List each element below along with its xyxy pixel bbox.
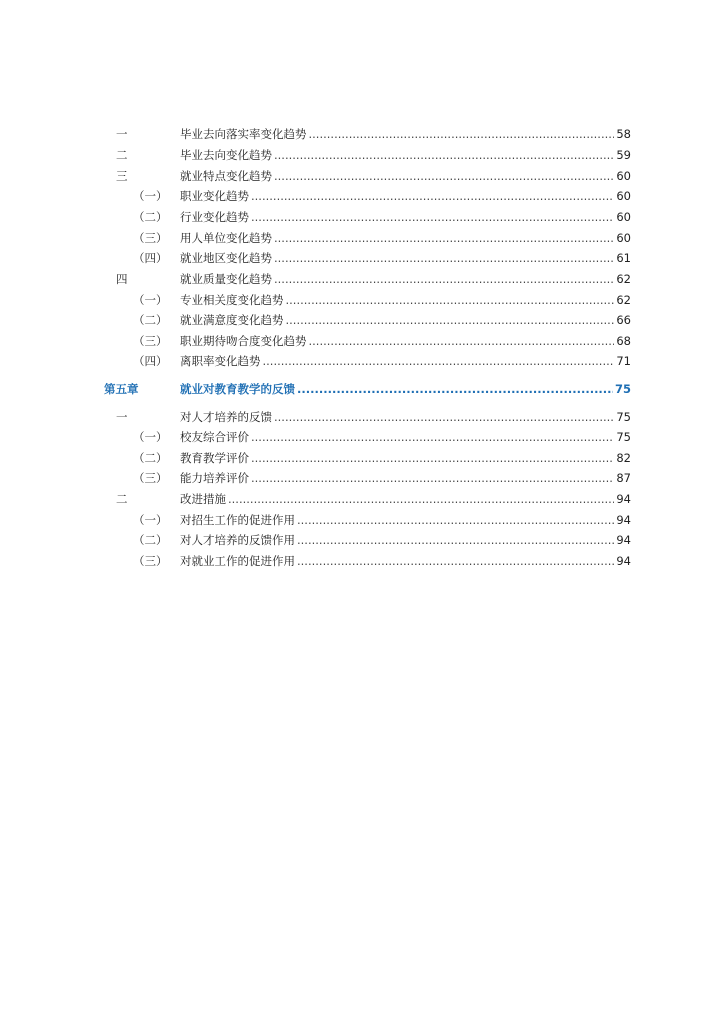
toc-entry-page: 60 <box>616 169 631 183</box>
toc-entry-title: 对人才培养的反馈 <box>180 410 272 424</box>
toc-entry-number: 四 <box>116 272 128 286</box>
dot-leader <box>286 290 615 310</box>
toc-entry-title: 职业期待吻合度变化趋势 <box>180 334 307 348</box>
toc-entry-page: 75 <box>616 430 631 444</box>
dot-leader <box>228 489 614 509</box>
toc-entry[interactable] <box>0 468 724 488</box>
toc-entry-number: 一 <box>116 127 128 141</box>
toc-entry-title: 教育教学评价 <box>180 451 249 465</box>
dot-leader <box>263 351 615 371</box>
toc-entry-title: 对就业工作的促进作用 <box>180 554 295 568</box>
dot-leader <box>251 468 614 488</box>
toc-chapter-title: 就业对教育教学的反馈 <box>180 382 295 396</box>
toc-entry-number: （四） <box>133 354 168 368</box>
toc-entry[interactable] <box>0 290 724 310</box>
dot-leader <box>251 186 614 206</box>
toc-entry[interactable] <box>0 207 724 227</box>
toc-entry-page: 60 <box>616 189 631 203</box>
toc-entry[interactable] <box>0 145 724 165</box>
toc-entry-title: 能力培养评价 <box>180 471 249 485</box>
toc-entry[interactable] <box>0 530 724 550</box>
toc-entry-number: 一 <box>116 410 128 424</box>
toc-entry-number: （一） <box>133 430 168 444</box>
toc-entry-page: 87 <box>616 471 631 485</box>
toc-entry[interactable] <box>0 351 724 371</box>
toc-entry-page: 58 <box>616 127 631 141</box>
dot-leader <box>274 228 614 248</box>
toc-entry[interactable] <box>0 124 724 144</box>
dot-leader <box>297 530 614 550</box>
dot-leader <box>297 379 613 399</box>
toc-entry[interactable] <box>0 186 724 206</box>
toc-entry[interactable] <box>0 331 724 351</box>
toc-chapter-number: 第五章 <box>104 382 139 396</box>
toc-entry[interactable] <box>0 448 724 468</box>
toc-entry-title: 改进措施 <box>180 492 226 506</box>
dot-leader <box>297 510 614 530</box>
toc-entry-page: 60 <box>616 210 631 224</box>
toc-entry-title: 就业质量变化趋势 <box>180 272 272 286</box>
toc-entry-number: （一） <box>133 189 168 203</box>
toc-entry-page: 94 <box>616 533 631 547</box>
toc-entry-number: 三 <box>116 169 128 183</box>
toc-entry-title: 校友综合评价 <box>180 430 249 444</box>
toc-entry-title: 对人才培养的反馈作用 <box>180 533 295 547</box>
toc-entry-page: 61 <box>616 251 631 265</box>
toc-entry-title: 离职率变化趋势 <box>180 354 261 368</box>
toc-entry-title: 用人单位变化趋势 <box>180 231 272 245</box>
toc-entry-number: （三） <box>133 334 168 348</box>
toc-entry[interactable] <box>0 228 724 248</box>
toc-entry[interactable] <box>0 310 724 330</box>
toc-entry[interactable] <box>0 551 724 571</box>
toc-entry-title: 专业相关度变化趋势 <box>180 293 284 307</box>
dot-leader <box>251 207 614 227</box>
toc-entry-page: 62 <box>616 293 631 307</box>
toc-entry[interactable] <box>0 510 724 530</box>
toc-entry-page: 71 <box>616 354 631 368</box>
dot-leader <box>309 331 615 351</box>
dot-leader <box>274 166 614 186</box>
dot-leader <box>274 145 614 165</box>
toc-entry-title: 就业特点变化趋势 <box>180 169 272 183</box>
toc-entry-title: 职业变化趋势 <box>180 189 249 203</box>
dot-leader <box>297 551 614 571</box>
toc-entry-title: 对招生工作的促进作用 <box>180 513 295 527</box>
toc-chapter-page: 75 <box>614 382 631 396</box>
dot-leader <box>251 427 614 447</box>
toc-entry-title: 毕业去向落实率变化趋势 <box>180 127 307 141</box>
toc-entry-number: （二） <box>133 210 168 224</box>
toc-entry-page: 94 <box>616 492 631 506</box>
toc-entry-number: （二） <box>133 313 168 327</box>
toc-entry-title: 毕业去向变化趋势 <box>180 148 272 162</box>
toc-entry[interactable] <box>0 407 724 427</box>
toc-entry-number: （二） <box>133 533 168 547</box>
toc-entry-page: 66 <box>616 313 631 327</box>
toc-entry-page: 68 <box>616 334 631 348</box>
toc-entry-page: 94 <box>616 513 631 527</box>
toc-entry[interactable] <box>0 489 724 509</box>
toc-entry-page: 62 <box>616 272 631 286</box>
toc-entry-number: （三） <box>133 231 168 245</box>
toc-entry-number: （二） <box>133 451 168 465</box>
toc-entry-number: 二 <box>116 148 128 162</box>
toc-entry[interactable] <box>0 269 724 289</box>
dot-leader <box>274 269 614 289</box>
toc-entry-page: 60 <box>616 231 631 245</box>
toc-entry-number: 二 <box>116 492 128 506</box>
toc-entry-title: 就业满意度变化趋势 <box>180 313 284 327</box>
toc-entry[interactable] <box>0 248 724 268</box>
dot-leader <box>309 124 615 144</box>
toc-entry-title: 就业地区变化趋势 <box>180 251 272 265</box>
toc-chapter-entry[interactable] <box>0 379 724 399</box>
toc-entry[interactable] <box>0 427 724 447</box>
toc-entry-title: 行业变化趋势 <box>180 210 249 224</box>
dot-leader <box>274 407 614 427</box>
toc-entry-number: （三） <box>133 554 168 568</box>
dot-leader <box>286 310 615 330</box>
toc-entry-page: 82 <box>616 451 631 465</box>
toc-entry[interactable] <box>0 166 724 186</box>
toc-entry-page: 59 <box>616 148 631 162</box>
dot-leader <box>251 448 614 468</box>
dot-leader <box>274 248 614 268</box>
toc-entry-number: （一） <box>133 513 168 527</box>
toc-entry-page: 75 <box>616 410 631 424</box>
toc-entry-number: （四） <box>133 251 168 265</box>
toc-entry-number: （一） <box>133 293 168 307</box>
toc-entry-page: 94 <box>616 554 631 568</box>
toc-entry-number: （三） <box>133 471 168 485</box>
